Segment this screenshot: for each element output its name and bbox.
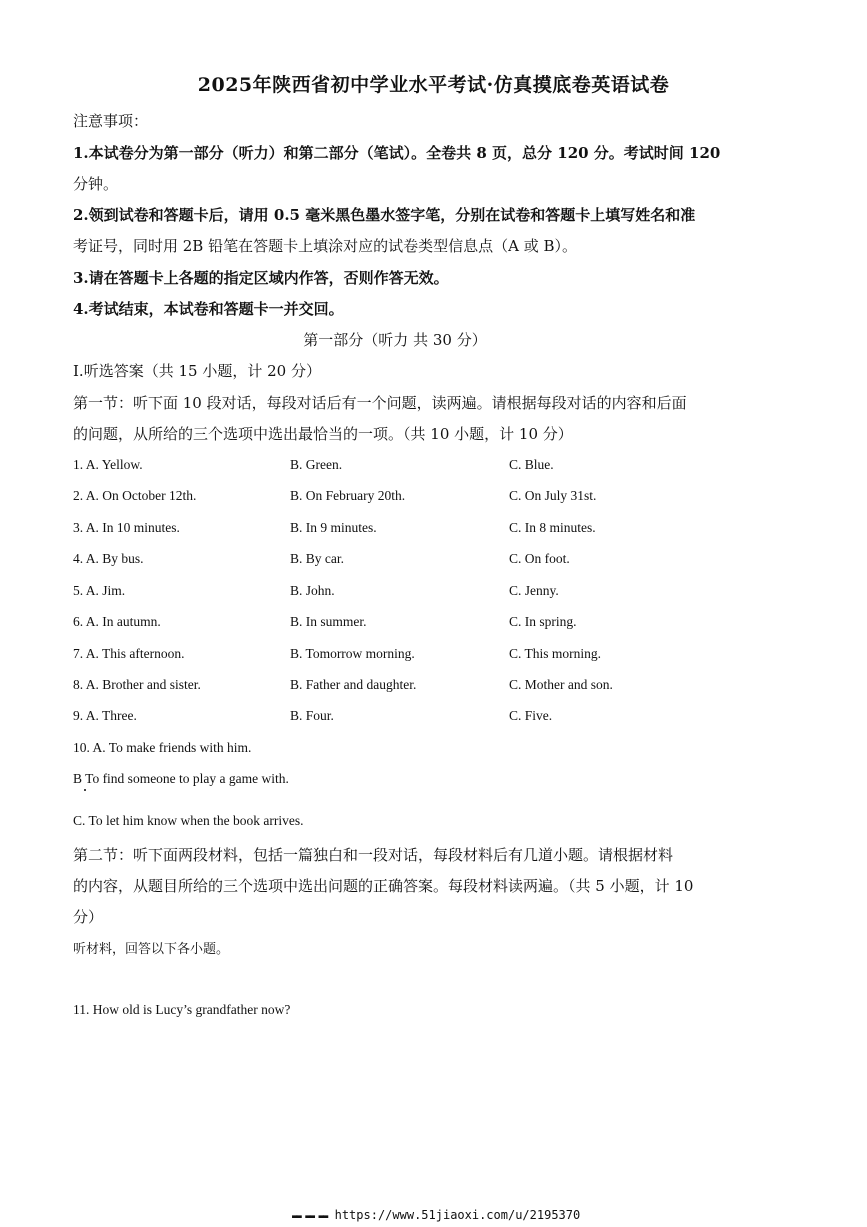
q9-option-b: B. Four. — [290, 708, 334, 723]
footer-watermark — [292, 1208, 580, 1222]
sub2-instruction-line-3: 分） — [73, 908, 104, 926]
q7-option-a: 7. A. This afternoon. — [73, 646, 185, 661]
q5-option-c: C. Jenny. — [509, 583, 559, 598]
q1-option-b: B. Green. — [290, 457, 343, 472]
sub1-instruction-line-1: 第一节：听下面 10 段对话，每段对话后有一个问题，读两遍。请根据每段对话的内容和后面 — [73, 394, 687, 412]
note-line-5: 3.请在答题卡上各题的指定区域内作答，否则作答无效。 — [73, 269, 449, 287]
q6-option-b: B. In summer. — [290, 614, 367, 629]
q8-option-a: 8. A. Brother and sister. — [73, 677, 201, 692]
q3-option-a: 3. A. In 10 minutes. — [73, 520, 180, 535]
q4-option-a: 4. A. By bus. — [73, 551, 144, 566]
q2-option-a: 2. A. On October 12th. — [73, 488, 197, 503]
note-line-2: 分钟。 — [73, 175, 119, 193]
q8-option-b: B. Father and daughter. — [290, 677, 417, 692]
q9-option-c: C. Five. — [509, 708, 553, 723]
q6-option-a: 6. A. In autumn. — [73, 614, 161, 629]
footer-url-link[interactable]: https://www.51jiaoxi.com/u/2195370 — [334, 1208, 581, 1222]
q9-option-a: 9. A. Three. — [73, 708, 137, 723]
q2-option-c: C. On July 31st. — [509, 488, 597, 503]
notes-heading: 注意事项： — [73, 112, 149, 130]
q4-option-c: C. On foot. — [509, 551, 570, 566]
q10-option-a: 10. A. To make friends with him. — [73, 740, 252, 755]
q3-option-c: C. In 8 minutes. — [509, 520, 596, 535]
q5-option-a: 5. A. Jim. — [73, 583, 126, 598]
q10-option-b: B To find someone to play a game with. — [73, 771, 289, 786]
exam-title: 2025年陕西省初中学业水平考试·仿真摸底卷英语试卷 — [197, 74, 670, 96]
section-one-heading: Ⅰ.听选答案（共 15 小题，计 20 分） — [73, 362, 321, 380]
sub2-instruction-line-1: 第二节：听下面两段材料，包括一篇独白和一段对话，每段材料后有几道小题。请根据材料 — [73, 846, 674, 864]
q1-option-a: 1. A. Yellow. — [73, 457, 143, 472]
sub2-instruction-line-2: 的内容，从题目所给的三个选项中选出问题的正确答案。每段材料读两遍。（共 5 小题，计 10 — [73, 877, 694, 895]
q7-option-c: C. This morning. — [509, 646, 602, 661]
footer-marks: ▬▬ ▬▬ ▬▬ — [292, 1212, 328, 1222]
note-line-6: 4.考试结束，本试卷和答题卡一并交回。 — [73, 300, 344, 318]
q7-option-b: B. Tomorrow morning. — [290, 646, 415, 661]
q1-option-c: C. Blue. — [509, 457, 554, 472]
q8-option-c: C. Mother and son. — [509, 677, 613, 692]
stray-mark — [84, 789, 86, 791]
sub1-instruction-line-2: 的问题，从所给的三个选项中选出最恰当的一项。（共 10 小题，计 10 分） — [73, 425, 573, 443]
part-one-heading: 第一部分（听力 共 30 分） — [303, 331, 487, 349]
q3-option-b: B. In 9 minutes. — [290, 520, 377, 535]
q10-option-c: C. To let him know when the book arrives. — [73, 813, 304, 828]
q5-option-b: B. John. — [290, 583, 335, 598]
q2-option-b: B. On February 20th. — [290, 488, 406, 503]
listen-prompt: 听材料，回答以下各小题。 — [73, 942, 230, 957]
note-line-4: 考证号，同时用 2B 铅笔在答题卡上填涂对应的试卷类型信息点（A 或 B）。 — [73, 237, 577, 255]
q11-question: 11. How old is Lucy’s grandfather now? — [73, 1002, 291, 1017]
note-line-1: 1.本试卷分为第一部分（听力）和第二部分（笔试）。全卷共 8 页，总分 120 分。考试时间 120 — [73, 144, 721, 162]
q6-option-c: C. In spring. — [509, 614, 577, 629]
note-line-3: 2.领到试卷和答题卡后，请用 0.5 毫米黑色墨水签字笔，分别在试卷和答题卡上填写姓名和准 — [73, 206, 696, 224]
q4-option-b: B. By car. — [290, 551, 344, 566]
